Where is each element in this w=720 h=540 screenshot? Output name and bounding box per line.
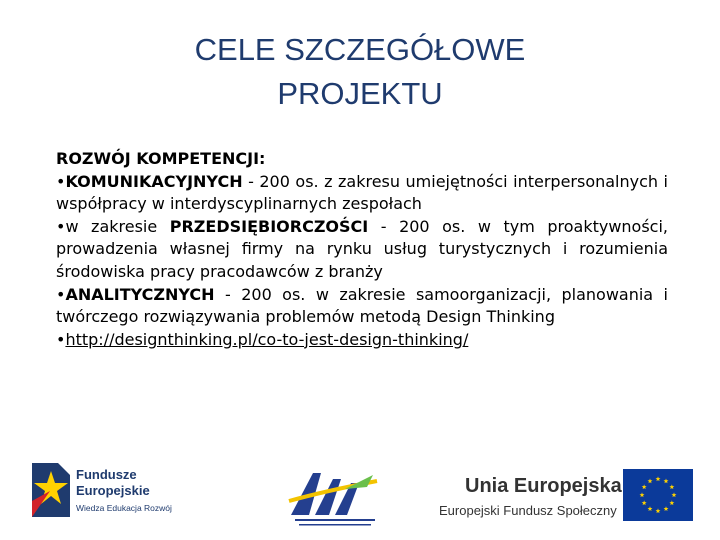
fundusze-europejskie-logo xyxy=(30,461,190,521)
awf-emblem-icon xyxy=(285,465,385,533)
fe-star-icon xyxy=(30,461,72,519)
eu-flag-icon xyxy=(623,469,693,521)
design-thinking-link[interactable]: http://designthinking.pl/co-to-jest-design-thinking/ xyxy=(65,329,469,349)
logo-bar xyxy=(0,455,720,540)
ue-line-1: Unia Europejska xyxy=(465,475,622,497)
list-item-link: •http://designthinking.pl/co-to-jest-design-thinking/ xyxy=(56,329,469,349)
slide-title xyxy=(0,28,720,116)
list-item-entrepreneurship: •w zakresie PRZEDSIĘBIORCZOŚCI - 200 os. w tym proaktywności, prowadzenia własnej firmy na rynku usług turystycznych i rozumienia środowiska pracy pracodawców z branży xyxy=(56,216,669,281)
title-line-1: CELE SZCZEGÓŁOWE xyxy=(194,32,526,67)
ue-line-2: Europejski Fundusz Społeczny xyxy=(439,503,617,518)
title-line-2: PROJEKTU xyxy=(277,76,443,111)
section-heading: ROZWÓJ KOMPETENCJI: xyxy=(56,149,266,168)
unia-europejska-logo xyxy=(435,471,705,531)
list-item-communication: •KOMUNIKACYJNYCH - 200 os. z zakresu umiejętności interpersonalnych i współpracy w interdyscyplinarnych zespołach xyxy=(56,171,668,214)
fe-line-3: Wiedza Edukacja Rozwój xyxy=(76,503,172,513)
list-item-analytical: •ANALITYCZNYCH - 200 os. w zakresie samoorganizacji, planowania i twórczego rozwiązywania problemów metodą Design Thinking xyxy=(56,284,668,327)
awf-logo xyxy=(285,465,385,533)
fe-line-2: Europejskie xyxy=(76,483,150,498)
slide-body xyxy=(56,148,668,351)
fe-line-1: Fundusze xyxy=(76,467,137,482)
